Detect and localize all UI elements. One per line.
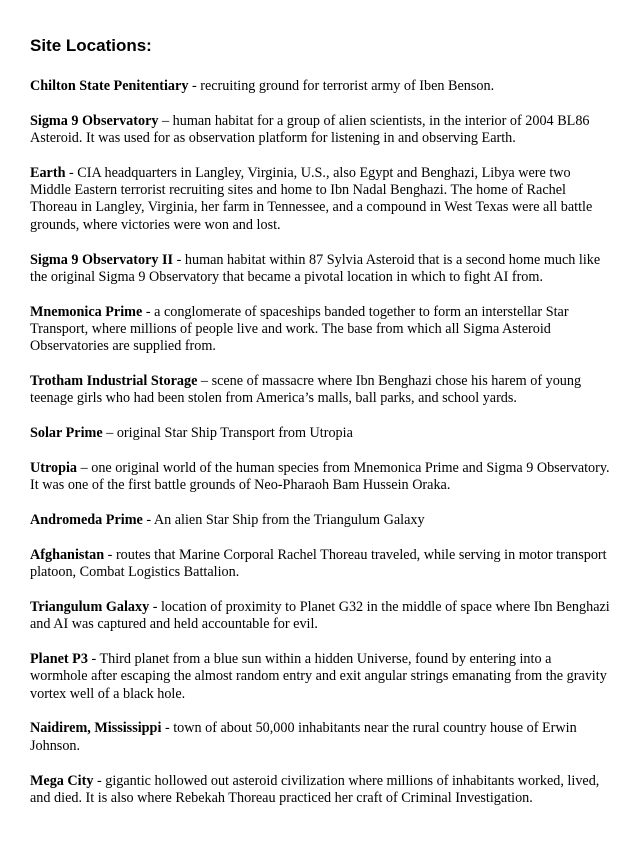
document-title: Site Locations: [30, 36, 152, 55]
location-description: – one original world of the human species from Mnemonica Prime and Sigma 9 Observatory. It was one of the first battle grounds of Neo-Pharaoh Bam Hussein Oraka. [30, 459, 610, 494]
location-entry-sigma9 [30, 113, 610, 148]
location-entry-earth [30, 165, 610, 234]
location-description: – scene of massacre where Ibn Benghazi chose his harem of young teenage girls who had been stolen from America’s malls, ball parks, and school yards. [30, 373, 582, 407]
location-name: Sigma 9 Observatory II [30, 251, 174, 268]
location-description: – human habitat for a group of alien scientists, in the interior of 2004 BL86 Asteroid. It was used for as observation platform for listening in and observing Earth. [30, 112, 590, 147]
location-entry-solar-prime [30, 425, 610, 442]
location-description: - routes that Marine Corporal Rachel Thoreau traveled, while serving in motor transport platoon, Combat Logistics Battalion. [30, 546, 607, 581]
location-name: Planet P3 [30, 651, 88, 668]
location-name: Afghanistan [30, 546, 105, 563]
location-description: - CIA headquarters in Langley, Virginia, U.S., also Egypt and Benghazi, Libya were two Middle Eastern terrorist recruiting sites and home to Ibn Nadal Benghazi. The home of Rachel Thoreau in Langley, Virginia, her farm in Tennessee, and a compound in West Texas were all battle grounds, where victories were won and lost. [30, 164, 593, 233]
location-description: – original Star Ship Transport from Utropia [102, 425, 353, 442]
location-name: Triangulum Galaxy [30, 598, 150, 615]
location-description: - An alien Star Ship from the Triangulum Galaxy [142, 512, 425, 529]
location-description: - a conglomerate of spaceships banded together to form an interstellar Star Transport, where millions of people live and work. The base from which all Sigma Asteroid Observatories are supplied from. [30, 303, 569, 355]
location-name: Andromeda Prime [30, 512, 143, 529]
location-name: Utropia [30, 459, 78, 476]
location-entry-andromeda-prime [30, 512, 610, 529]
location-name: Earth [30, 164, 66, 181]
location-entry-trotham [30, 373, 610, 408]
location-name: Sigma 9 Observatory [30, 112, 159, 129]
document-page [30, 36, 610, 825]
location-description: - gigantic hollowed out asteroid civilization where millions of inhabitants worked, lived, and died. It is also where Rebekah Thoreau practiced her craft of Criminal Investigation. [30, 772, 600, 806]
location-description: - location of proximity to Planet G32 in the middle of space where Ibn Benghazi and AI was captured and held accountable for evil. [30, 598, 610, 633]
location-entry-planet-p3 [30, 651, 610, 703]
location-entry-naidirem [30, 720, 610, 755]
location-description: - Third planet from a blue sun within a hidden Universe, found by entering into a wormhole after escaping the almost random entry and exit angular strings emanating from the gravity vortex well of a black hole. [30, 651, 607, 702]
location-entry-chilton [30, 78, 610, 95]
location-name: Mega City [30, 772, 94, 789]
location-entry-utropia [30, 460, 610, 495]
location-entry-triangulum [30, 599, 610, 634]
location-description: - human habitat within 87 Sylvia Asteroid that is a second home much like the original Sigma 9 Observatory that became a pivotal location in which to fight AI from. [30, 251, 601, 285]
location-description: - town of about 50,000 inhabitants near the rural country house of Erwin Johnson. [30, 720, 577, 754]
location-name: Chilton State Penitentiary [30, 78, 189, 94]
location-entry-sigma9-ii [30, 252, 610, 287]
location-name: Mnemonica Prime [30, 303, 143, 320]
location-entry-mega-city [30, 773, 610, 808]
location-description: - recruiting ground for terrorist army of Iben Benson. [188, 78, 495, 94]
location-name: Trotham Industrial Storage [30, 373, 198, 390]
location-name: Naidirem, Mississippi [30, 720, 162, 737]
location-entry-mnemonica-prime [30, 304, 610, 356]
location-name: Solar Prime [30, 425, 103, 442]
location-entry-afghanistan [30, 547, 610, 582]
